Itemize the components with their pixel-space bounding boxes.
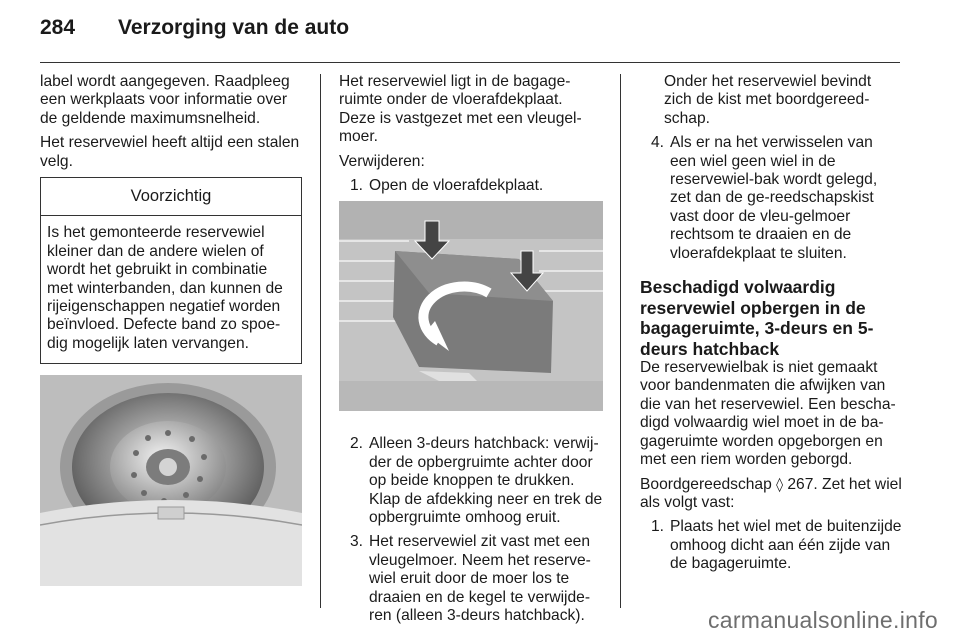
caution-body: Is het gemonteerde reservewiel kleiner dan de andere wielen of wordt het gebruikt in combinatie met winterbanden, dan kunnen de rijeigenschappen negatief worden beïnvloed. Defecte band zo spoe-dig mogelijk laten vervangen.: [47, 224, 283, 352]
section-heading: Beschadigd volwaardig reservewiel opbergen in de bagageruimte, 3-deurs en 5-deurs hatchback: [640, 277, 874, 359]
page-title: Verzorging van de auto: [118, 16, 350, 39]
step-number: 1.: [349, 177, 363, 195]
floor-cover-illustration: [339, 201, 603, 411]
step-text: Het reservewiel zit vast met een vleugelmoer. Neem het reserve-wiel eruit door de moer los te draaien en de kegel te verwijde-ren (alleen 3-deurs hatchback).: [369, 533, 591, 625]
column-1: [40, 73, 302, 586]
paragraph: Het reservewiel heeft altijd een stalen velg.: [40, 134, 300, 170]
spare-wheel-illustration: [40, 375, 302, 586]
step-text: Alleen 3-deurs hatchback: verwij-der de opbergruimte achter door op beide knoppen te drukken. Klap de afdekking neer en trek de opbergruimte omhoog eruit.: [369, 435, 603, 527]
paragraph: Onder het reservewiel bevindt zich de kist met boordgereed-schap.: [664, 73, 872, 127]
step-number: 3.: [349, 533, 363, 551]
step-text: Als er na het verwisselen van een wiel geen wiel in de reservewiel-bak wordt gelegd, zet dan de ge-reedschapskist vast door de vleu-gelmoer rechtsom te draaien en de vloerafdekplaat te sluiten.: [670, 134, 878, 262]
column-2: [339, 73, 603, 632]
paragraph: [640, 476, 902, 513]
step-item: [339, 533, 603, 625]
paragraph: Het reservewiel ligt in de bagage-ruimte onder de vloerafdekplaat. Deze is vastgezet met een vleugel-moer.: [339, 73, 582, 146]
step-number: 4.: [650, 134, 664, 152]
step-number: 1.: [650, 518, 664, 536]
floor-cover-photo: [339, 201, 603, 411]
column-divider-1: [320, 74, 321, 608]
column-divider-2: [620, 74, 621, 608]
step-item: [339, 435, 603, 527]
step-text: Open de vloerafdekplaat.: [369, 177, 544, 195]
caution-box: [40, 177, 302, 364]
paragraph: Verwijderen:: [339, 152, 425, 170]
page-number: 284: [40, 16, 76, 39]
cross-reference-text: Boordgereedschap: [640, 475, 777, 493]
column-3: [640, 73, 902, 580]
spare-wheel-photo: [40, 375, 302, 586]
page-header: [40, 16, 349, 40]
step-number: 2.: [349, 435, 363, 453]
paragraph: label wordt aangegeven. Raadpleeg een werkplaats voor informatie over de geldende maximumsnelheid.: [40, 73, 290, 127]
header-rule: [40, 62, 900, 63]
step-item: [640, 518, 902, 573]
step-item: [339, 177, 603, 195]
page-reference-icon: ◊: [776, 476, 784, 493]
step-text: Plaats het wiel met de buitenzijde omhoog dicht aan één zijde van de bagageruimte.: [670, 518, 902, 573]
cross-reference-text: 267. Zet het wiel als volgt vast:: [640, 475, 902, 511]
watermark: carmanualsonline.info: [707, 607, 938, 633]
paragraph: De reservewielbak is niet gemaakt voor bandenmaten die afwijken van die van het reservewiel. Een bescha-digd volwaardig wiel moet in de ba-gageruimte worden opgeborgen en met een riem worden geborgd.: [640, 359, 896, 469]
step-item: [640, 134, 902, 263]
caution-title: Voorzichtig: [41, 178, 301, 216]
